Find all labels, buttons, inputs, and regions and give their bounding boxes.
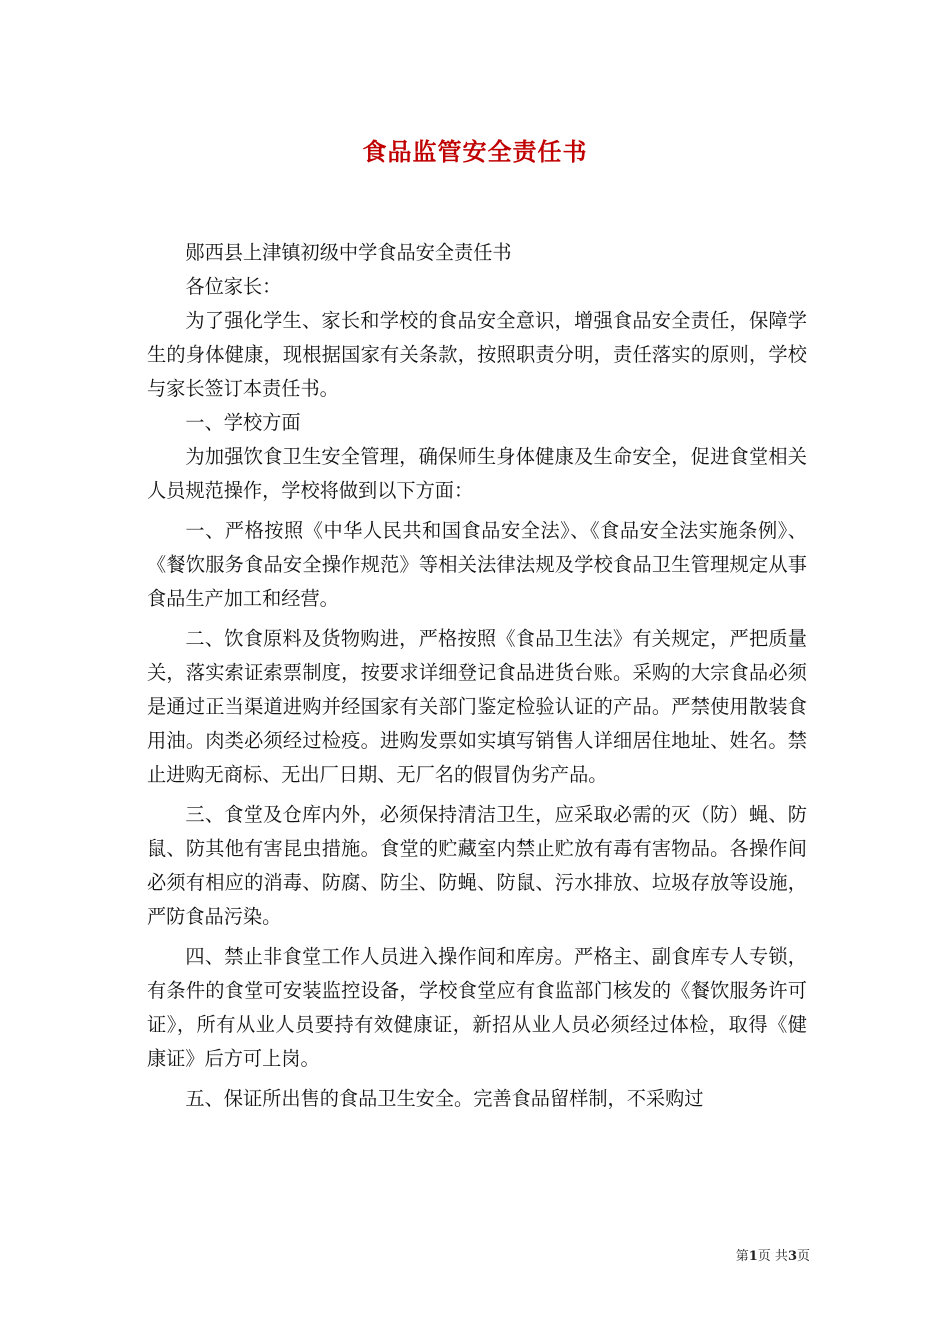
footer-current-page: 1: [748, 1249, 758, 1264]
footer-total-pages: 3: [787, 1249, 797, 1264]
paragraph-salutation: 各位家长：: [185, 275, 282, 298]
footer-middle: 页 共: [757, 1249, 788, 1264]
paragraph-school-heading: 郧西县上津镇初级中学食品安全责任书: [185, 241, 512, 264]
paragraph-item-1: 一、严格按照《中华人民共和国食品安全法》、《食品安全法实施条例》、《餐饮服务食品安全操作规范》等相关法律法规及学校食品卫生管理规定从事食品生产加工和经营。: [147, 519, 807, 610]
document-body: [147, 236, 807, 1116]
paragraph-item-2: 二、饮食原料及货物购进，严格按照《食品卫生法》有关规定，严把质量关，落实索证索票制度，按要求详细登记食品进货台账。采购的大宗食品必须是通过正当渠道进购并经国家有关部门鉴定检验认证的产品。严禁使用散装食用油。肉类必须经过检疫。进购发票如实填写销售人详细居住地址、姓名。禁止进购无商标、无出厂日期、无厂名的假冒伪劣产品。: [147, 627, 807, 786]
page-footer: [660, 1245, 810, 1264]
footer-prefix: 第: [735, 1249, 749, 1264]
footer-suffix: 页: [796, 1249, 810, 1264]
paragraph-item-3: 三、食堂及仓库内外，必须保持清洁卫生，应采取必需的灭（防）蝇、防鼠、防其他有害昆虫措施。食堂的贮藏室内禁止贮放有毒有害物品。各操作间必须有相应的消毒、防腐、防尘、防蝇、防鼠、污水排放、垃圾存放等设施，严防食品污染。: [147, 803, 807, 928]
paragraph-section-intro: 为加强饮食卫生安全管理，确保师生身体健康及生命安全，促进食堂相关人员规范操作，学校将做到以下方面：: [147, 445, 807, 502]
paragraph-item-5: 五、保证所出售的食品卫生安全。完善食品留样制，不采购过: [185, 1087, 704, 1110]
document-title: 食品监管安全责任书: [362, 137, 588, 166]
paragraph-section-school: 一、学校方面: [185, 411, 301, 434]
paragraph-item-4: 四、禁止非食堂工作人员进入操作间和库房。严格主、副食库专人专锁，有条件的食堂可安装监控设备，学校食堂应有食监部门核发的《餐饮服务许可证》，所有从业人员要持有效健康证，新招从业人员必须经过体检，取得《健康证》后方可上岗。: [147, 945, 807, 1070]
paragraph-intro: 为了强化学生、家长和学校的食品安全意识，增强食品安全责任，保障学生的身体健康，现根据国家有关条款，按照职责分明，责任落实的原则，学校与家长签订本责任书。: [147, 309, 807, 400]
